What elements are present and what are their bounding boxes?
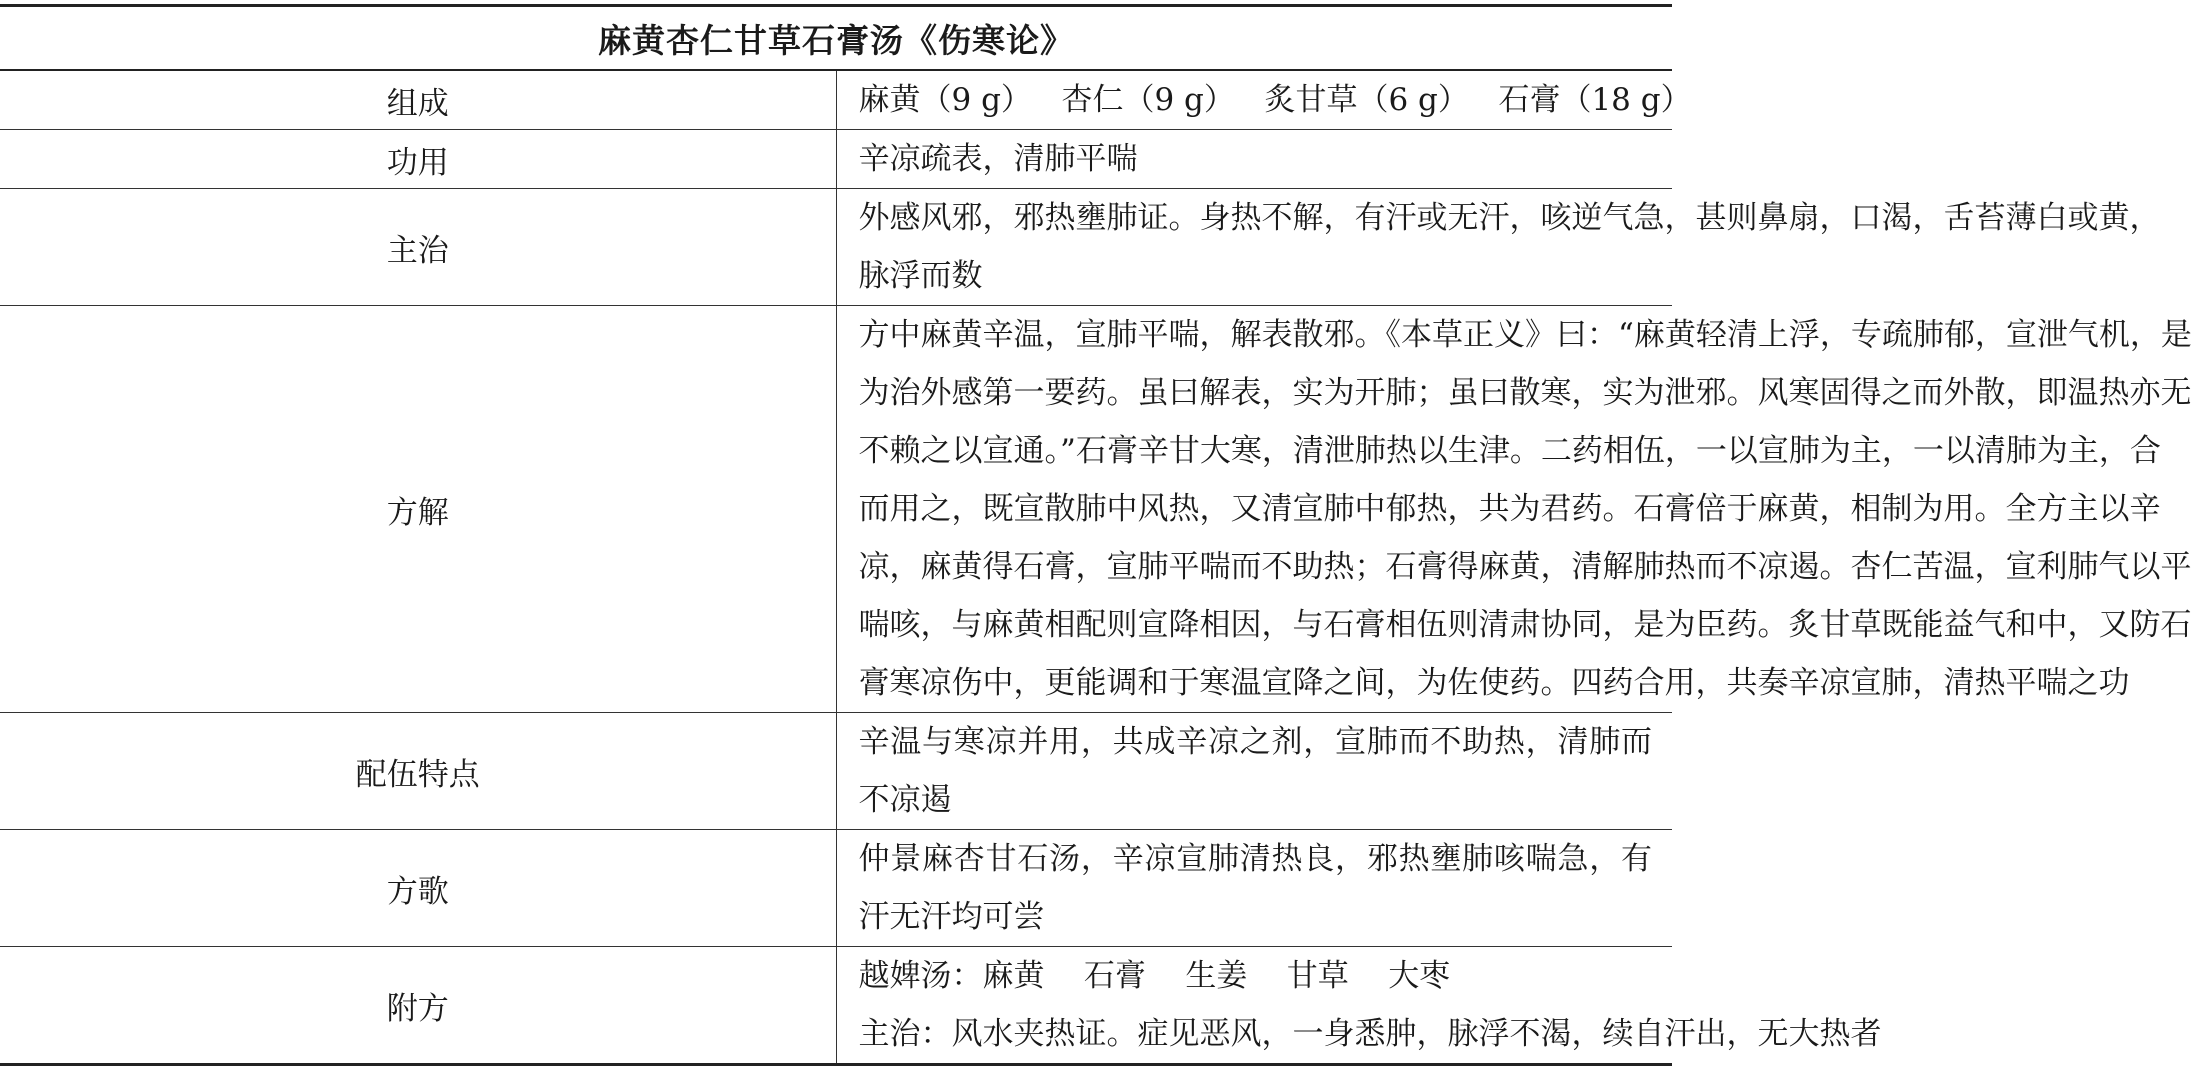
herb-item: 炙甘草（6 g） [1264,82,1469,118]
label-indications: 主治 [0,189,836,306]
herb-item: 大枣 [1388,958,1451,994]
row-song [0,830,1672,947]
appendix-content [836,947,1882,1065]
row-features [0,713,1672,830]
song-content: 仲景麻杏甘石汤，辛凉宣肺清热良，邪热壅肺咳喘急，有汗无汗均可尝 [836,830,1672,947]
row-analysis [0,306,1672,713]
herb-item: 麻黄（9 g） [858,82,1032,118]
label-appendix: 附方 [0,947,836,1065]
herb-item: 甘草 [1286,958,1349,994]
label-function: 功用 [0,130,836,189]
text-line: 不赖之以宣通。”石膏辛甘大寒，清泄肺热以生津。二药相伍，一以宣肺为主，一以清肺为主，合 [858,433,2161,469]
label-song: 方歌 [0,830,836,947]
title-row [0,6,1672,71]
row-appendix [0,947,1672,1065]
indications-content [836,189,2161,306]
herb-item: 麻黄 [982,958,1045,994]
formula-table [0,4,2192,1066]
text-line: 外感风邪，邪热壅肺证。身热不解，有汗或无汗，咳逆气急，甚则鼻扇，口渴，舌苔薄白或黄， [858,200,2161,236]
label-features: 配伍特点 [0,713,836,830]
text-line: 脉浮而数 [858,258,983,294]
herb-item: 石膏（18 g） [1498,82,1692,118]
features-content: 辛温与寒凉并用，共成辛凉之剂，宣肺而不助热，清肺而不凉遏 [836,713,1672,830]
appendix-formula-name: 越婢汤： [858,958,983,994]
row-composition [0,70,1672,130]
label-composition: 组成 [0,70,836,130]
analysis-content [836,306,2192,713]
text-line: 而用之，既宣散肺中风热，又清宣肺中郁热，共为君药。石膏倍于麻黄，相制为用。全方主以辛 [858,491,2161,527]
text-line: 方中麻黄辛温，宣肺平喘，解表散邪。《本草正义》曰：“麻黄轻清上浮，专疏肺郁，宣泄气机，是 [858,317,2192,353]
appendix-formula-line [859,947,1653,1005]
row-function [0,130,1672,189]
function-content: 辛凉疏表，清肺平喘 [836,130,1672,189]
label-analysis: 方解 [0,306,836,713]
row-indications [0,189,1672,306]
herb-item: 生姜 [1185,958,1248,994]
text-line: 喘咳，与麻黄相配则宣降相因，与石膏相伍则清肃协同，是为臣药。炙甘草既能益气和中，又防石 [858,607,2192,643]
table-title: 麻黄杏仁甘草石膏汤《伤寒论》 [0,6,1672,71]
text-line: 膏寒凉伤中，更能调和于寒温宣降之间，为佐使药。四药合用，共奏辛凉宣肺，清热平喘之功 [858,665,2130,701]
composition-content [836,70,1692,130]
text-line: 凉，麻黄得石膏，宣肺平喘而不助热；石膏得麻黄，清解肺热而不凉遏。杏仁苦温，宣利肺气以平 [858,549,2192,585]
appendix-indication: 主治：风水夹热证。症见恶风，一身悉肿，脉浮不渴，续自汗出，无大热者 [858,1016,1882,1052]
text-line: 为治外感第一要药。虽曰解表，实为开肺；虽曰散寒，实为泄邪。风寒固得之而外散，即温热亦无 [858,375,2192,411]
herb-item: 杏仁（9 g） [1061,82,1235,118]
herb-item: 石膏 [1083,958,1146,994]
